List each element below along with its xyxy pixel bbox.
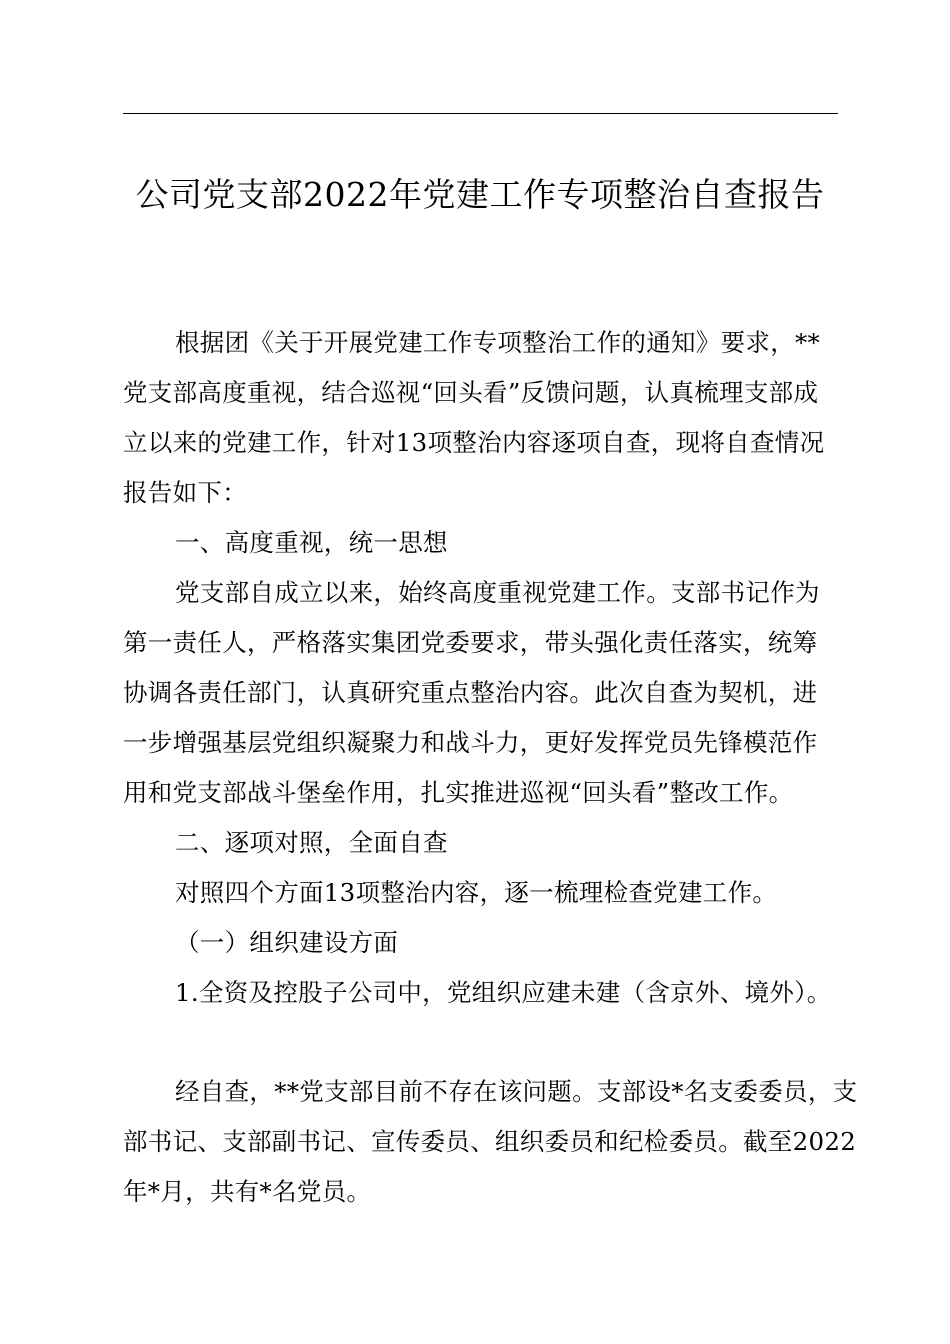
document-title: 公司党支部2022年党建工作专项整治自查报告 [135, 175, 825, 214]
section-one-paragraph: 党支部自成立以来，始终高度重视党建工作。支部书记作为第一责任人，严格落实集团党委要求，带头强化责任落实，统筹协调各责任部门，认真研究重点整治内容。此次自查为契机，进一步增强基层党组织凝聚力和战斗力，更好发挥党员先锋模范作用和党支部战斗堡垒作用，扎实推进巡视“回头看”整改工作。 [123, 578, 820, 807]
section-two-paragraph: 对照四个方面13项整治内容，逐一梳理检查党建工作。 [175, 878, 778, 907]
section-heading-two: 二、逐项对照，全面自查 [175, 828, 448, 857]
header-rule [123, 113, 838, 114]
checklist-item-one: 1.全资及控股子公司中，党组织应建未建（含京外、境外）。 [175, 978, 832, 1007]
finding-one-paragraph: 经自查，**党支部目前不存在该问题。支部设*名支委委员，支部书记、支部副书记、宣传委员、组织委员和纪检委员。截至2022年*月，共有*名党员。 [123, 1077, 858, 1206]
subsection-heading-one: （一）组织建设方面 [175, 928, 399, 957]
section-heading-one: 一、高度重视，统一思想 [175, 528, 448, 557]
intro-paragraph: 根据团《关于开展党建工作专项整治工作的通知》要求，**党支部高度重视，结合巡视“回头看”反馈问题，认真梳理支部成立以来的党建工作，针对13项整治内容逐项自查，现将自查情况报告如下： [123, 328, 825, 507]
